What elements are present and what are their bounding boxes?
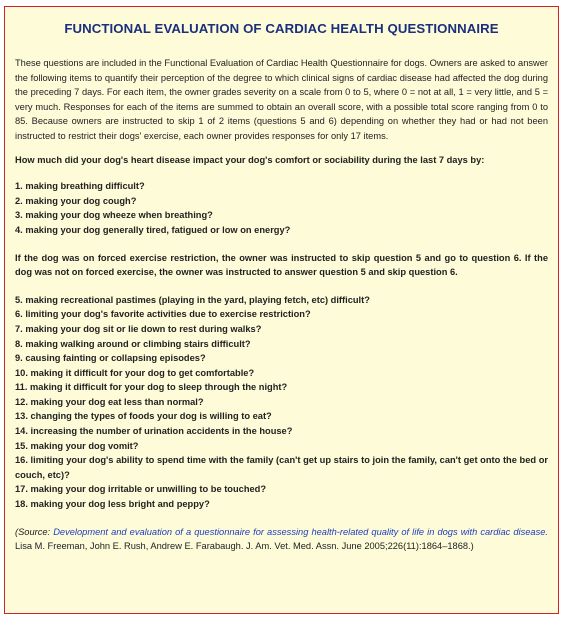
source-note xyxy=(15,525,548,554)
question-item: 16. limiting your dog's ability to spend time with the family (can't get up stairs to join the family, can't get onto the bed or couch, etc)? xyxy=(15,455,548,480)
questionnaire-panel xyxy=(4,6,559,614)
question-item: 3. making your dog wheeze when breathing? xyxy=(15,210,213,221)
intro-paragraph: These questions are included in the Functional Evaluation of Cardiac Health Questionnaire for dogs. Owners are asked to answer the following items to quantify their perception of the degree to which clinical signs of cardiac disease had affected the dog during the preceding 7 days. For each item, the owner grades severity on a scale from 0 to 5, where 0 = not at all, 1 = very little, and 5 = very much. Responses for each of the items are summed to obtain an overall score, with a possible total score ranging from 0 to 85. Because owners are instructed to skip 1 of 2 items (questions 5 and 6) depending on whether they had or had not been instructed to restrict their dogs' exercise, each owner provides responses for only 17 items. xyxy=(15,58,548,141)
question-item: 2. making your dog cough? xyxy=(15,195,137,206)
question-prompt: How much did your dog's heart disease impact your dog's comfort or sociability during the last 7 days by: xyxy=(15,154,485,165)
question-item: 10. making it difficult for your dog to get comfortable? xyxy=(15,367,255,378)
question-item: 7. making your dog sit or lie down to rest during walks? xyxy=(15,323,262,334)
question-item: 11. making it difficult for your dog to sleep through the night? xyxy=(15,382,288,393)
question-item: 9. causing fainting or collapsing episodes? xyxy=(15,353,206,364)
source-open: (Source: xyxy=(15,526,54,537)
question-item: 5. making recreational pastimes (playing in the yard, playing fetch, etc) difficult? xyxy=(15,294,370,305)
question-list-b xyxy=(15,293,548,512)
question-list-a xyxy=(15,179,548,237)
question-item: 8. making walking around or climbing stairs difficult? xyxy=(15,338,251,349)
source-citation-link[interactable]: Development and evaluation of a questionnaire for assessing health-related quality of life in dogs with cardiac disease. xyxy=(53,526,548,537)
skip-instruction: If the dog was on forced exercise restriction, the owner was instructed to skip question 5 and go to question 6. If the dog was not on forced exercise, the owner was instructed to answer question 5 and skip question 6. xyxy=(15,252,548,278)
question-item: 1. making breathing difficult? xyxy=(15,181,145,192)
question-item: 15. making your dog vomit? xyxy=(15,440,139,451)
question-item: 6. limiting your dog's favorite activities due to exercise restriction? xyxy=(15,309,311,320)
question-item: 4. making your dog generally tired, fatigued or low on energy? xyxy=(15,224,291,235)
source-authors: Lisa M. Freeman, John E. Rush, Andrew E. Farabaugh. J. Am. Vet. Med. Assn. June 2005;226(11):1864–1868.) xyxy=(15,541,474,552)
question-item: 14. increasing the number of urination accidents in the house? xyxy=(15,426,293,437)
question-item: 13. changing the types of foods your dog is willing to eat? xyxy=(15,411,272,422)
question-item: 12. making your dog eat less than normal? xyxy=(15,396,204,407)
page-title: FUNCTIONAL EVALUATION OF CARDIAC HEALTH QUESTIONNAIRE xyxy=(64,21,499,36)
question-item: 17. making your dog irritable or unwilling to be touched? xyxy=(15,484,267,495)
question-item: 18. making your dog less bright and peppy? xyxy=(15,499,210,510)
